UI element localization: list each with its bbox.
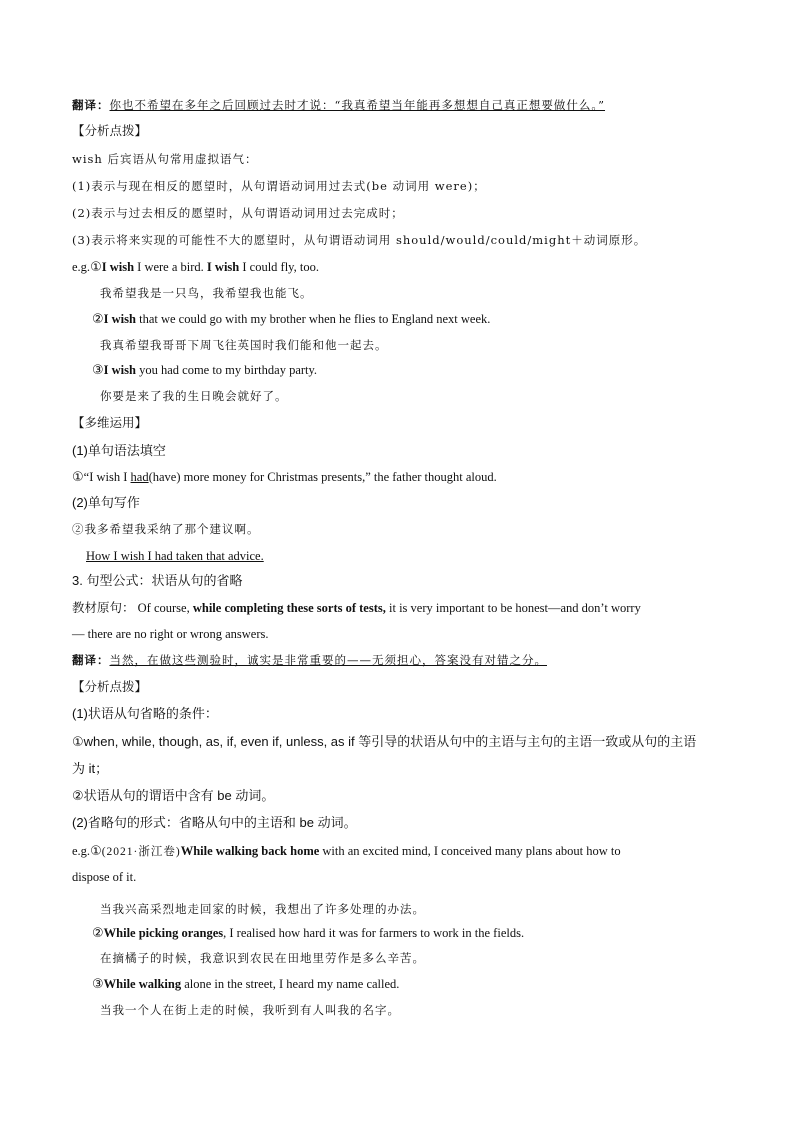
- example-s3-2: ②While picking oranges, I realised how hard it was for farmers to work in the fields.: [92, 926, 525, 941]
- circled-number: ③: [92, 977, 104, 992]
- example-3: ③I wish you had come to my birthday party.: [92, 363, 318, 378]
- source-sentence-line-2: — there are no right or wrong answers.: [72, 627, 269, 641]
- example-1-translation: 我希望我是一只鸟，我希望我也能飞。: [100, 286, 313, 300]
- circled-number: ①: [90, 844, 102, 859]
- section-3-title: 3. 句型公式：状语从句的省略: [72, 573, 243, 588]
- condition-title: (1)状语从句省略的条件：: [72, 706, 218, 721]
- rule-1: (1)表示与现在相反的愿望时，从句谓语动词用过去式(be 动词用 were)；: [72, 179, 486, 193]
- translation-label: 翻译：: [72, 100, 110, 112]
- rule-2: (2)表示与过去相反的愿望时，从句谓语动词用过去完成时；: [72, 206, 404, 220]
- example-s3-2-translation: 在摘橘子的时候，我意识到农民在田地里劳作是多么辛苦。: [100, 951, 425, 965]
- translation-line-2: 翻译：当然，在做这些测验时，诚实是非常重要的——无须担心，答案没有对错之分。: [72, 653, 547, 667]
- condition-1-line-1: ①when, while, though, as, if, even if, unless, as if 等引导的状语从句中的主语与主句的主语一致或从句的主语: [72, 734, 697, 750]
- condition-2: ②状语从句的谓语中含有 be 动词。: [72, 788, 275, 804]
- circled-number: ①: [72, 470, 84, 485]
- example-s3-1-line-1: e.g.①(2021·浙江卷)While walking back home with an excited mind, I conceived many plans about how to: [72, 844, 621, 859]
- example-s3-3: ③While walking alone in the street, I heard my name called.: [92, 977, 400, 992]
- form-title: (2)省略句的形式：省略从句中的主语和 be 动词。: [72, 815, 357, 830]
- example-3-translation: 你要是来了我的生日晚会就好了。: [100, 389, 288, 403]
- example-s3-1-line-2: dispose of it.: [72, 870, 137, 884]
- wish-intro: wish 后宾语从句常用虚拟语气：: [72, 152, 258, 166]
- circled-number: ②: [92, 312, 104, 327]
- practice-2-answer: How I wish I had taken that advice.: [86, 549, 264, 563]
- circled-number: ①: [90, 260, 102, 275]
- source-sentence-line-1: 教材原句： Of course, while completing these sorts of tests, it is very important to be honest—and don’t worry: [72, 601, 641, 615]
- example-s3-3-translation: 当我一个人在街上走的时候，我听到有人叫我的名字。: [100, 1003, 400, 1017]
- condition-1-line-2: 为 it；: [72, 761, 109, 776]
- translation-text: 你也不希望在多年之后回顾过去时才说：“我真希望当年能再多想想自己真正想要做什么。”: [109, 98, 606, 112]
- example-2: ②I wish that we could go with my brother when he flies to England next week.: [92, 312, 491, 327]
- practice-2-title: (2)单句写作: [72, 495, 140, 510]
- practice-header: 【多维运用】: [72, 416, 148, 430]
- circled-number: ②: [92, 926, 104, 941]
- analysis-header: 【分析点拨】: [72, 124, 148, 138]
- practice-1-item: ①“I wish I had(have) more money for Christmas presents,” the father thought aloud.: [72, 470, 497, 485]
- example-s3-1-translation: 当我兴高采烈地走回家的时候，我想出了许多处理的办法。: [100, 902, 425, 916]
- practice-2-prompt: ②我多希望我采纳了那个建议啊。: [72, 522, 260, 536]
- circled-number: ①: [72, 735, 84, 750]
- example-1: e.g.①I wish I were a bird. I wish I could fly, too.: [72, 260, 319, 275]
- circled-number: ②: [72, 789, 84, 804]
- blank-answer: had: [130, 470, 149, 484]
- translation-line: [72, 96, 605, 115]
- example-2-translation: 我真希望我哥哥下周飞往英国时我们能和他一起去。: [100, 338, 388, 352]
- analysis-header-2: 【分析点拨】: [72, 680, 148, 694]
- rule-3: (3)表示将来实现的可能性不大的愿望时，从句谓语动词用 should/would/could/might＋动词原形。: [72, 233, 647, 247]
- practice-1-title: (1)单句语法填空: [72, 443, 166, 458]
- circled-number: ③: [92, 363, 104, 378]
